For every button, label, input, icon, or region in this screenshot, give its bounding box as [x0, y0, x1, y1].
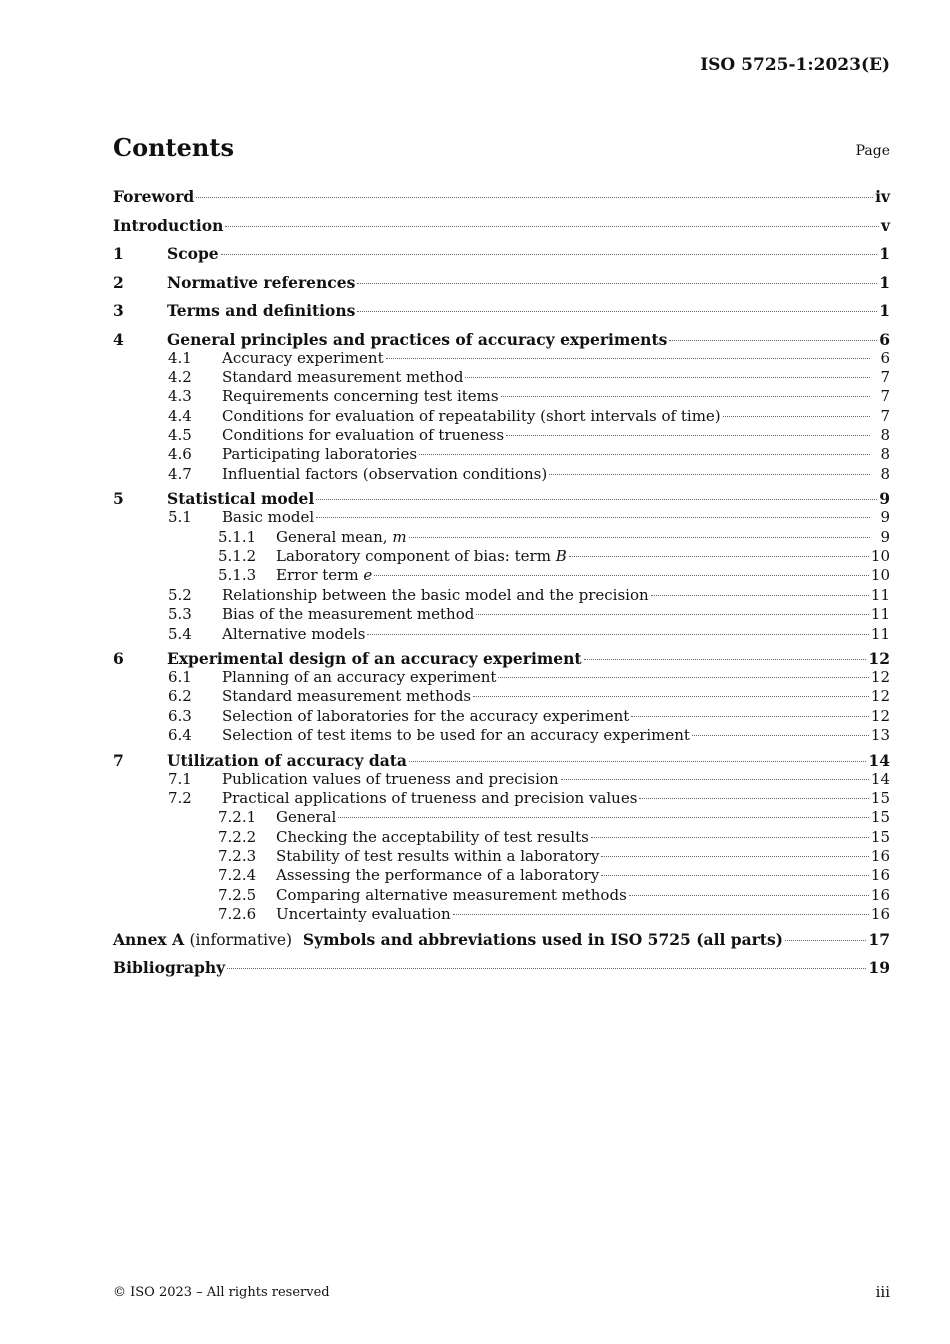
toc-entry-1[interactable]: [113, 243, 890, 272]
toc-entry-4-5[interactable]: [113, 426, 890, 445]
dot-leader: [473, 696, 869, 697]
toc-number: 2: [113, 272, 124, 292]
toc-title: Planning of an accuracy experiment: [222, 667, 497, 686]
toc-title: Publication values of trueness and precision: [222, 769, 559, 788]
toc-page: 19: [868, 958, 890, 978]
toc-title: Experimental design of an accuracy experiment: [167, 648, 582, 668]
toc-title: Uncertainty evaluation: [276, 905, 451, 924]
toc-number: 4.6: [168, 445, 192, 464]
dot-leader: [591, 837, 869, 838]
page-number: iii: [875, 1283, 890, 1301]
toc-entry-7-2-6[interactable]: [113, 905, 890, 924]
dot-leader: [367, 634, 868, 635]
toc-page: 12: [870, 667, 890, 686]
toc-page: 7: [880, 367, 890, 386]
dot-leader: [785, 940, 866, 941]
toc-number: 1: [113, 244, 124, 263]
toc-title: Assessing the performance of a laboratory: [276, 866, 600, 885]
dot-leader: [374, 575, 869, 576]
toc-page: 13: [870, 726, 890, 745]
toc-title: Error term e: [276, 566, 373, 585]
toc-title: General principles and practices of accuracy experiments: [167, 329, 668, 349]
toc-number: 5.1.2: [218, 547, 257, 566]
dot-leader: [629, 895, 869, 896]
toc-page: 12: [870, 687, 890, 706]
toc-entry-2[interactable]: [113, 272, 890, 301]
toc-page: v: [880, 215, 890, 235]
toc-page: 11: [870, 624, 890, 643]
dot-leader: [601, 856, 868, 857]
toc-page: 11: [870, 605, 890, 624]
copyright-notice: © ISO 2023 – All rights reserved: [113, 1285, 330, 1300]
document-id: ISO 5725-1:2023(E): [700, 55, 890, 75]
toc-page: 11: [870, 585, 890, 604]
toc-title: Statistical model: [167, 489, 315, 509]
dot-leader: [221, 254, 878, 255]
toc-entry-7-2-5[interactable]: [113, 886, 890, 905]
toc-title: Bias of the measurement method: [222, 605, 475, 624]
toc-entry-6-2[interactable]: [113, 687, 890, 706]
toc-number: 7.1: [168, 769, 192, 788]
math-variable: e: [363, 566, 373, 585]
dot-leader: [569, 556, 869, 557]
annex-informative: (informative): [189, 930, 293, 949]
toc-page: 10: [870, 566, 890, 585]
toc-number: 7.2.3: [218, 847, 257, 866]
toc-title: Checking the acceptability of test results: [276, 827, 589, 846]
toc-entry-7[interactable]: [113, 750, 890, 770]
toc-entry-5-1-2[interactable]: [113, 547, 890, 566]
toc-title: [113, 929, 783, 951]
dot-leader: [465, 377, 870, 378]
toc-entry-5-1-3[interactable]: [113, 566, 890, 585]
dot-leader: [453, 914, 869, 915]
toc-entry-6-4[interactable]: [113, 726, 890, 745]
toc-number: 6.3: [168, 706, 192, 725]
dot-leader: [357, 283, 877, 284]
toc-number: 3: [113, 301, 124, 320]
toc-entry-3[interactable]: [113, 300, 890, 329]
dot-leader: [651, 595, 869, 596]
toc-entry-5-3[interactable]: [113, 605, 890, 624]
toc-page: 15: [870, 827, 890, 846]
toc-number: 5.1.3: [218, 566, 257, 585]
toc-page: 7: [880, 406, 890, 425]
math-variable: B: [555, 547, 567, 566]
toc-number: 7.2.4: [218, 866, 257, 885]
toc-title: Terms and definitions: [167, 301, 356, 320]
toc-title: Influential factors (observation conditions): [222, 464, 548, 483]
dot-leader: [386, 358, 870, 359]
toc-title: Selection of test items to be used for an accuracy experiment: [222, 726, 690, 745]
toc-title: Comparing alternative measurement methods: [276, 885, 627, 904]
dot-leader: [584, 659, 867, 660]
toc-entry-7-2[interactable]: [113, 789, 890, 808]
toc-page: 15: [870, 788, 890, 807]
toc-entry-6-3[interactable]: [113, 707, 890, 726]
toc-page: 8: [880, 445, 890, 464]
dot-leader: [196, 197, 873, 198]
dot-leader: [476, 614, 869, 615]
toc-page: 8: [880, 464, 890, 483]
dot-leader: [227, 968, 866, 969]
toc-page: 8: [880, 426, 890, 445]
toc-entry-4-4[interactable]: [113, 407, 890, 426]
toc-number: 5.3: [168, 605, 192, 624]
toc-entry-6-1[interactable]: [113, 668, 890, 687]
toc-title: Requirements concerning test items: [222, 387, 499, 406]
toc-page: 7: [880, 387, 890, 406]
toc-number: 5.1: [168, 508, 192, 527]
toc-title: Introduction: [113, 215, 224, 235]
toc-entry-5-1-1[interactable]: [113, 528, 890, 547]
toc-title: Conditions for evaluation of trueness: [222, 426, 505, 445]
page-title: Contents: [113, 133, 234, 162]
toc-page: 16: [870, 847, 890, 866]
toc-page: 9: [879, 489, 890, 509]
toc-title: Relationship between the basic model and the precision: [222, 585, 649, 604]
toc-entry-7-2-4[interactable]: [113, 866, 890, 885]
dot-leader: [498, 677, 868, 678]
toc-title: Utilization of accuracy data: [167, 750, 407, 770]
toc-number: 4: [113, 329, 124, 349]
toc-page: 12: [870, 706, 890, 725]
dot-leader: [501, 396, 870, 397]
toc-page: 14: [868, 750, 890, 770]
toc-entry-4-7[interactable]: [113, 465, 890, 484]
annex-title: Symbols and abbreviations used in ISO 5725 (all parts): [302, 929, 784, 949]
toc-page: 16: [870, 866, 890, 885]
dot-leader: [549, 474, 870, 475]
toc-title: Standard measurement method: [222, 367, 464, 386]
toc-number: 6.1: [168, 667, 192, 686]
dot-leader: [561, 779, 869, 780]
toc-number: 7.2.5: [218, 885, 257, 904]
toc-title: Selection of laboratories for the accuracy experiment: [222, 706, 630, 725]
dot-leader: [631, 716, 869, 717]
toc-title: Practical applications of trueness and precision values: [222, 788, 638, 807]
toc-page: 9: [880, 508, 890, 527]
toc-number: 4.1: [168, 348, 192, 367]
toc-title: Standard measurement methods: [222, 687, 472, 706]
toc-page: 14: [870, 769, 890, 788]
toc-number: 5: [113, 489, 124, 509]
toc-entry-6[interactable]: [113, 648, 890, 668]
toc-number: 6.2: [168, 687, 192, 706]
toc-page: iv: [875, 187, 890, 206]
toc-page: 10: [870, 547, 890, 566]
dot-leader: [338, 817, 869, 818]
toc-entry-4-6[interactable]: [113, 445, 890, 464]
dot-leader: [639, 798, 868, 799]
toc-entry-4-3[interactable]: [113, 387, 890, 406]
toc-title: Normative references: [167, 272, 356, 292]
toc-page: 17: [868, 929, 890, 949]
toc-entry-5-2[interactable]: [113, 586, 890, 605]
toc-title: Foreword: [113, 187, 195, 206]
toc-number: 5.1.1: [218, 527, 257, 546]
page-column-label: Page: [855, 143, 890, 159]
dot-leader: [601, 875, 869, 876]
dot-leader: [506, 435, 870, 436]
toc-entry-5-4[interactable]: [113, 625, 890, 644]
toc-title: Participating laboratories: [222, 445, 418, 464]
toc-number: 4.4: [168, 406, 192, 425]
toc-number: 6.4: [168, 726, 192, 745]
table-of-contents: [113, 186, 890, 986]
toc-page: 1: [879, 301, 890, 320]
toc-entry-7-2-3[interactable]: [113, 847, 890, 866]
toc-title: General mean, m: [276, 527, 407, 546]
toc-entry-introduction[interactable]: [113, 215, 890, 244]
toc-title: Conditions for evaluation of repeatability (short intervals of time): [222, 406, 721, 425]
dot-leader: [225, 226, 879, 227]
toc-title: Accuracy experiment: [222, 348, 384, 367]
dot-leader: [692, 735, 869, 736]
toc-number: 4.5: [168, 426, 192, 445]
toc-title: Stability of test results within a laboratory: [276, 847, 600, 866]
toc-page: 16: [870, 905, 890, 924]
dot-leader: [409, 761, 866, 762]
toc-page: 15: [870, 808, 890, 827]
toc-entry-7-2-2[interactable]: [113, 828, 890, 847]
dot-leader: [357, 311, 877, 312]
dot-leader: [316, 499, 877, 500]
toc-entry-5[interactable]: [113, 488, 890, 508]
toc-entry-5-1[interactable]: [113, 508, 890, 527]
toc-title: General: [276, 808, 337, 827]
toc-number: 7.2.6: [218, 905, 257, 924]
toc-page: 9: [880, 527, 890, 546]
toc-entry-4-2[interactable]: [113, 368, 890, 387]
dot-leader: [419, 454, 870, 455]
annex-label: Annex A: [113, 929, 185, 949]
toc-entry-7-1[interactable]: [113, 770, 890, 789]
dot-leader: [316, 517, 870, 518]
math-variable: m: [392, 527, 407, 546]
toc-title: Laboratory component of bias: term B: [276, 547, 567, 566]
toc-page: 6: [879, 329, 890, 349]
toc-entry-foreword[interactable]: [113, 186, 890, 215]
toc-title: Bibliography: [113, 958, 226, 978]
toc-entry-7-2-1[interactable]: [113, 808, 890, 827]
toc-title: Basic model: [222, 508, 315, 527]
toc-page: 1: [879, 272, 890, 292]
toc-number: 7.2.1: [218, 808, 257, 827]
toc-entry-bibliography[interactable]: [113, 957, 890, 986]
toc-number: 7.2: [168, 788, 192, 807]
toc-entry-4[interactable]: [113, 329, 890, 349]
toc-page: 12: [868, 648, 890, 668]
toc-number: 4.2: [168, 367, 192, 386]
toc-number: 4.3: [168, 387, 192, 406]
toc-title: Scope: [167, 244, 219, 263]
toc-number: 5.2: [168, 585, 192, 604]
toc-number: 4.7: [168, 464, 192, 483]
toc-page: 16: [870, 885, 890, 904]
toc-number: 5.4: [168, 624, 192, 643]
dot-leader: [409, 537, 870, 538]
dot-leader: [723, 416, 870, 417]
toc-entry-annex-a[interactable]: [113, 929, 890, 958]
toc-number: 7.2.2: [218, 827, 257, 846]
toc-entry-4-1[interactable]: [113, 349, 890, 368]
toc-page: 6: [880, 348, 890, 367]
toc-page: 1: [879, 244, 890, 263]
toc-number: 7: [113, 750, 124, 770]
dot-leader: [669, 340, 877, 341]
toc-title: Alternative models: [222, 624, 366, 643]
toc-number: 6: [113, 648, 124, 668]
